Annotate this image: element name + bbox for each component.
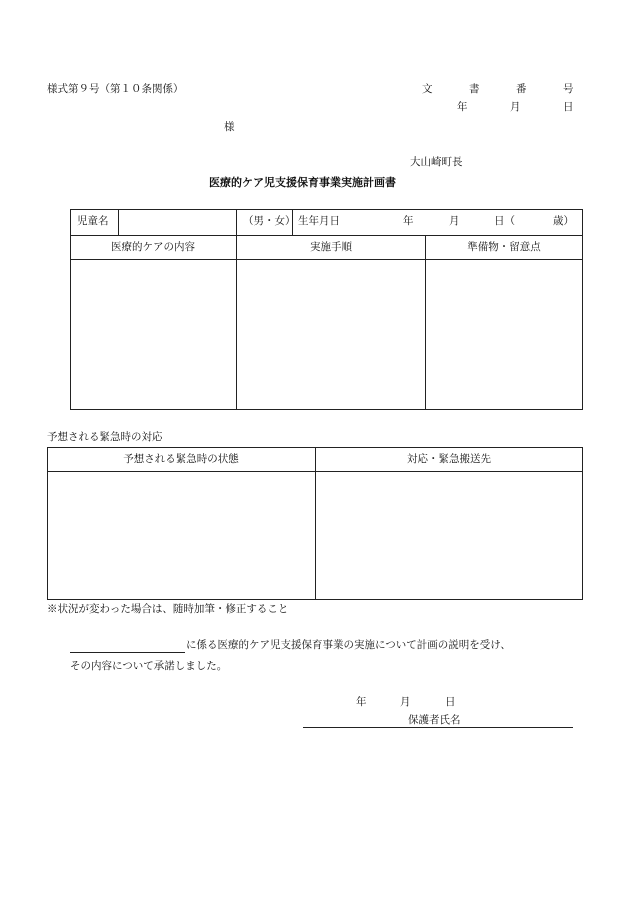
form-number: 様式第９号（第１０条関係） (47, 83, 184, 95)
care-plan-table (70, 209, 583, 410)
issue-date-year: 年 (457, 101, 468, 113)
consent-line-1: に係る医療的ケア児支援保育事業の実施について計画の説明を受け、 (186, 639, 511, 651)
document-number-char: 号 (563, 83, 574, 95)
divider (425, 235, 426, 410)
gender-choice: （男・女） (243, 215, 296, 227)
divider (70, 235, 583, 236)
child-name-label: 児童名 (77, 215, 109, 227)
birth-day: 日（ (494, 215, 515, 227)
addressee-suffix: 様 (224, 121, 235, 133)
divider (236, 209, 237, 410)
birth-month: 月 (449, 215, 460, 227)
birth-date-label: 生年月日 (298, 215, 340, 227)
document-number-char: 書 (469, 83, 480, 95)
column-header-care-content: 医療的ケアの内容 (111, 241, 195, 253)
consent-blank-line (70, 652, 185, 653)
column-header-emergency-state: 予想される緊急時の状態 (123, 453, 239, 465)
issue-date-day: 日 (563, 101, 574, 113)
document-number-char: 番 (516, 83, 527, 95)
guardian-signature-line (303, 727, 573, 728)
divider (70, 259, 583, 260)
revision-note: ※状況が変わった場合は、随時加筆・修正すること (47, 603, 289, 615)
signature-date-month: 月 (400, 696, 411, 708)
age: 歳） (553, 215, 574, 227)
divider (315, 447, 316, 600)
emergency-section-label: 予想される緊急時の対応 (47, 431, 163, 443)
column-header-procedure: 実施手順 (310, 241, 352, 253)
divider (118, 209, 119, 235)
column-header-preparations: 準備物・留意点 (467, 241, 541, 253)
signature-date-year: 年 (356, 696, 367, 708)
issue-date-month: 月 (510, 101, 521, 113)
consent-line-2: その内容について承諾しました。 (70, 660, 228, 672)
signature-date-day: 日 (445, 696, 456, 708)
birth-year: 年 (403, 215, 414, 227)
issuer-name: 大山崎町長 (410, 156, 463, 168)
document-title: 医療的ケア児支援保育事業実施計画書 (209, 176, 396, 189)
document-number-char: 文 (422, 83, 433, 95)
column-header-emergency-response: 対応・緊急搬送先 (407, 453, 491, 465)
guardian-name-label: 保護者氏名 (408, 714, 461, 726)
